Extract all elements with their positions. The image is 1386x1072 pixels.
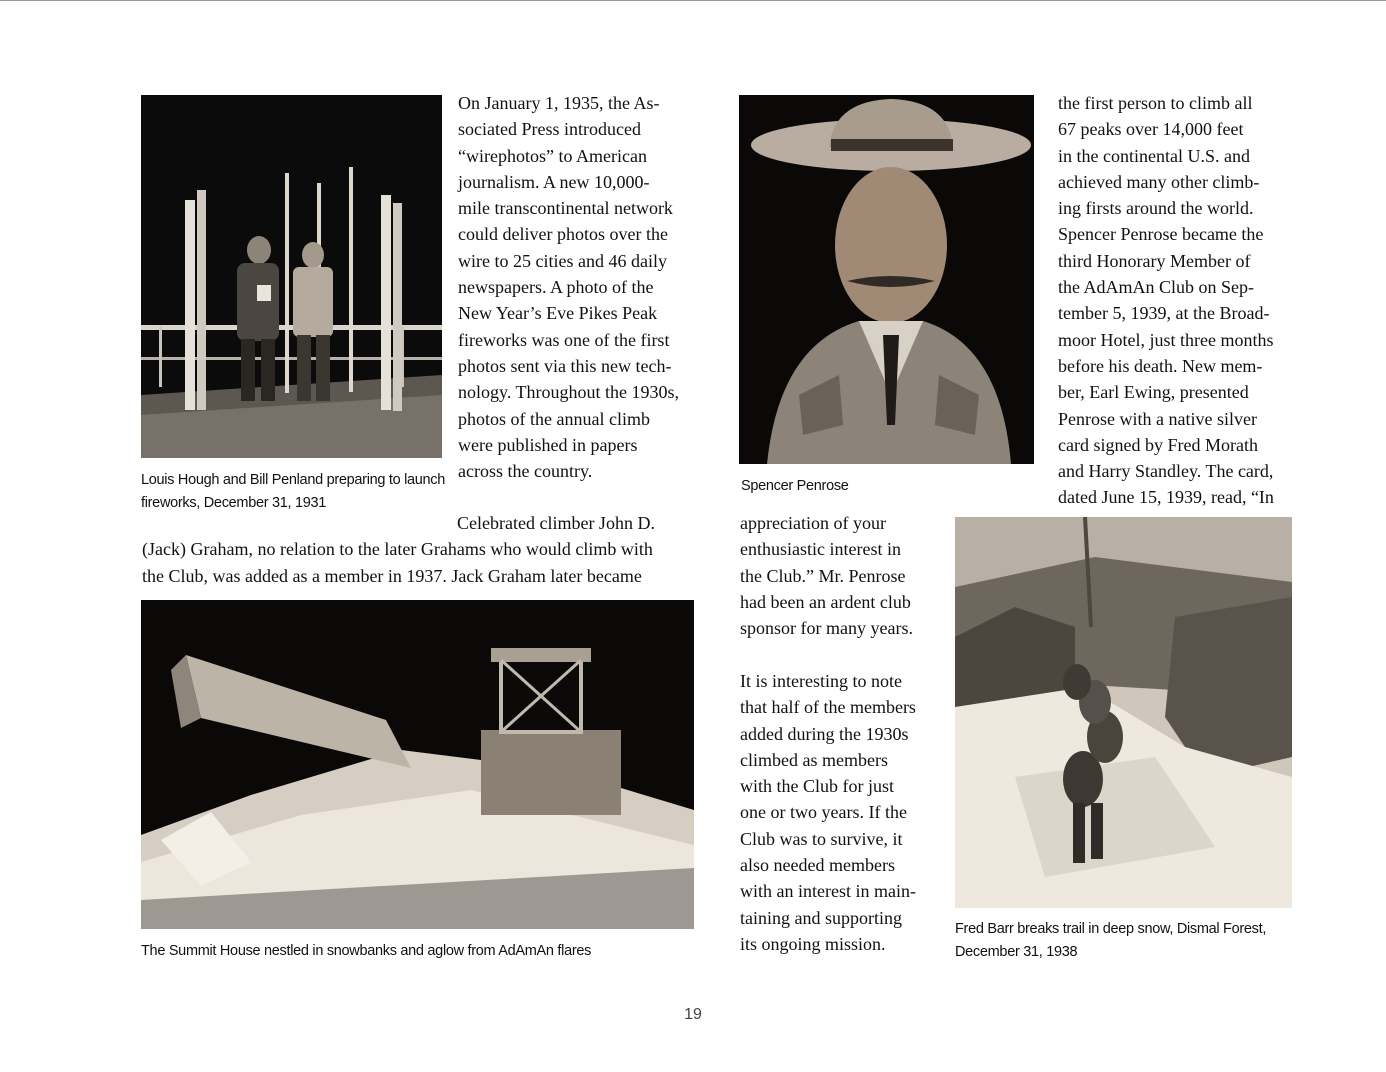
caption-summit-house [141, 940, 701, 963]
text-line: photos of the annual climb [458, 408, 650, 429]
text-line: its ongoing mission. [740, 933, 886, 954]
text-line: fireworks was one of the first [458, 329, 670, 350]
text-line: before his death. New mem- [1058, 355, 1263, 376]
text-line: with the Club for just [740, 776, 894, 797]
text-line: could deliver photos over the [458, 224, 668, 245]
text-line: achieved many other climb- [1058, 171, 1260, 192]
text-line: December 31, 1938 [955, 944, 1078, 960]
caption-fireworks [141, 469, 451, 515]
text-line: with an interest in main- [740, 881, 916, 902]
text-line: appreciation of your [740, 513, 886, 533]
text-line: had been an ardent club [740, 591, 911, 612]
text-line: On January 1, 1935, the As- [458, 93, 660, 113]
body-text-penrose [1058, 90, 1308, 511]
text-line: “wirephotos” to American [458, 145, 647, 166]
photo-fred-barr [955, 517, 1292, 908]
text-line: ing firsts around the world. [1058, 198, 1254, 219]
text-line: Louis Hough and Bill Penland preparing to launch [141, 472, 446, 488]
text-line: added during the 1930s [740, 723, 909, 744]
text-line: that half of the members [740, 697, 916, 718]
text-line: Spencer Penrose became the [1058, 224, 1264, 245]
photo-summit-house [141, 600, 694, 929]
text-line: across the country. [458, 461, 593, 482]
text-line: and Harry Standley. The card, [1058, 461, 1274, 482]
text-line: sponsor for many years. [740, 618, 913, 639]
text-line: It is interesting to note [740, 671, 902, 691]
text-line: Fred Barr breaks trail in deep snow, Dismal Forest, [955, 921, 1267, 937]
text-line: enthusiastic interest in [740, 539, 901, 560]
photo-spencer-penrose [739, 95, 1034, 464]
text-line: Celebrated climber John D. [457, 513, 655, 533]
text-line: wire to 25 cities and 46 daily [458, 250, 667, 271]
text-line: were published in papers [458, 434, 638, 455]
text-line: The Summit House nestled in snowbanks and aglow from AdAmAn flares [141, 943, 592, 959]
text-line: also needed members [740, 855, 895, 876]
text-line: one or two years. If the [740, 802, 907, 823]
page-number: 19 [684, 1006, 702, 1023]
text-line: newspapers. A photo of the [458, 277, 654, 298]
text-line: photos sent via this new tech- [458, 355, 672, 376]
text-line: Penrose with a native silver [1058, 408, 1257, 429]
text-line: nology. Throughout the 1930s, [458, 382, 679, 403]
body-text-members [740, 668, 950, 957]
top-rule [0, 0, 1386, 1]
text-line: ber, Earl Ewing, presented [1058, 382, 1249, 403]
text-line: the Club.” Mr. Penrose [740, 565, 906, 586]
text-line: fireworks, December 31, 1931 [141, 495, 327, 511]
text-line: the Club, was added as a member in 1937. Jack Graham later became [142, 565, 642, 586]
photo-fireworks-preparation [141, 95, 442, 458]
caption-fred-barr [955, 918, 1295, 964]
text-line: climbed as members [740, 749, 888, 770]
text-line: taining and supporting [740, 907, 902, 928]
caption-penrose [741, 475, 1031, 498]
text-line: moor Hotel, just three months [1058, 329, 1274, 350]
text-line: card signed by Fred Morath [1058, 434, 1258, 455]
text-line: journalism. A new 10,000- [458, 171, 650, 192]
text-line: New Year’s Eve Pikes Peak [458, 303, 658, 324]
text-line: 67 peaks over 14,000 feet [1058, 119, 1244, 140]
body-text-graham [142, 510, 702, 589]
text-line: dated June 15, 1939, read, “In [1058, 487, 1274, 508]
text-line: third Honorary Member of [1058, 250, 1251, 271]
text-line: mile transcontinental network [458, 198, 673, 219]
body-text-appreciation [740, 510, 950, 641]
text-line: (Jack) Graham, no relation to the later Grahams who would climb with [142, 539, 653, 560]
text-line: the first person to climb all [1058, 93, 1253, 113]
text-line: tember 5, 1939, at the Broad- [1058, 303, 1270, 324]
body-text-wirephotos [458, 90, 698, 484]
text-line: the AdAmAn Club on Sep- [1058, 277, 1254, 298]
text-line: Spencer Penrose [741, 478, 849, 494]
text-line: in the continental U.S. and [1058, 145, 1250, 166]
text-line: Club was to survive, it [740, 828, 903, 849]
text-line: sociated Press introduced [458, 119, 641, 140]
